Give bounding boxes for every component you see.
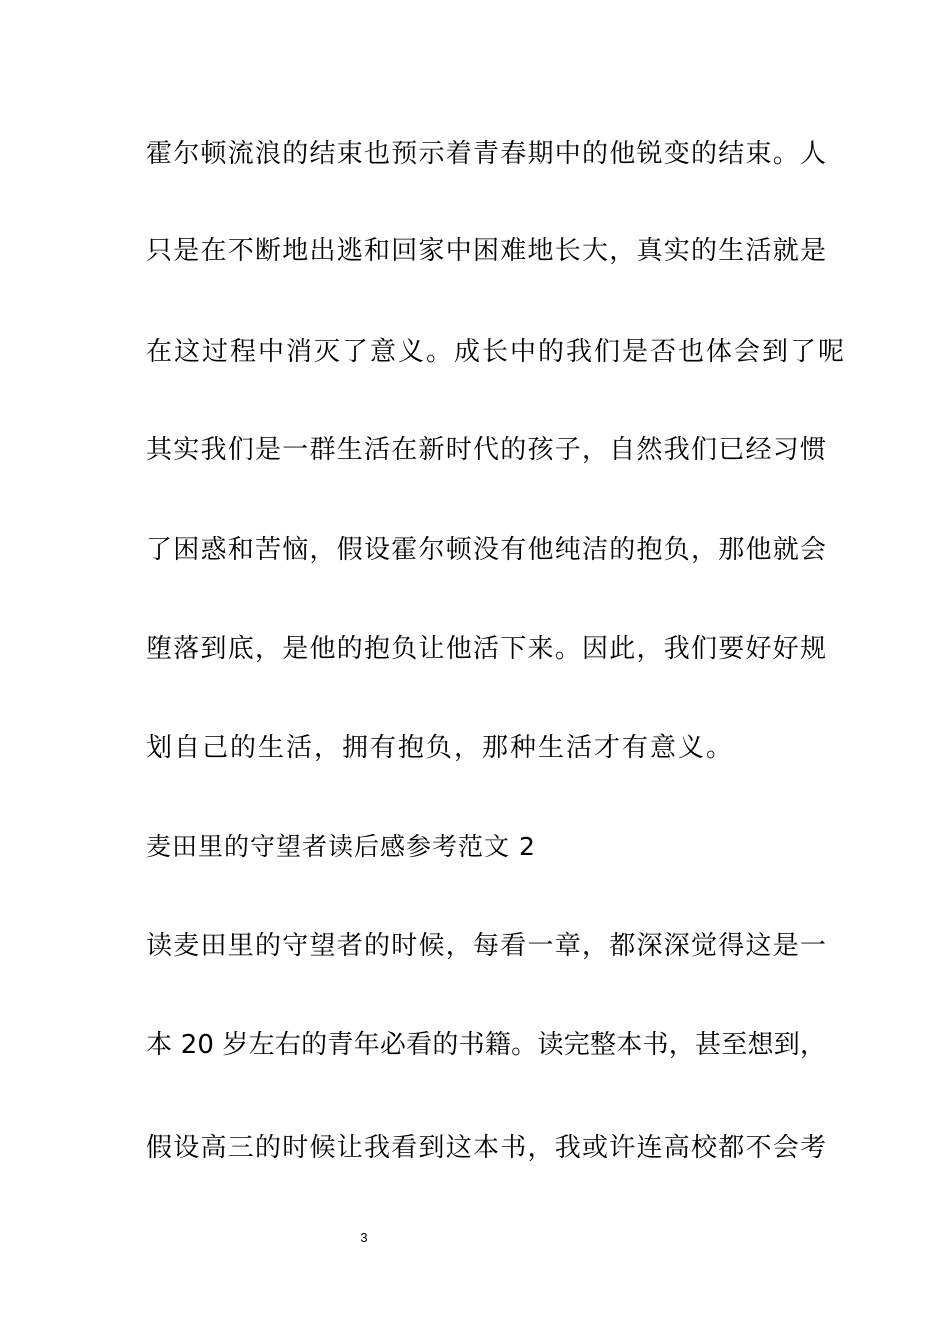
body-text-line: 霍尔顿流浪的结束也预示着青春期中的他锐变的结束。人 (146, 139, 826, 169)
body-text-line: 划自己的生活，拥有抱负，那种生活才有意义。 (146, 733, 735, 763)
body-text-line: 读麦田里的守望者的时候，每看一章，都深深觉得这是一 (146, 931, 826, 961)
body-text-line: 其实我们是一群生活在新时代的孩子，自然我们已经习惯 (146, 435, 826, 465)
body-text-line: 只是在不断地出逃和回家中困难地长大，真实的生活就是 (146, 236, 826, 266)
body-text-line: 在这过程中消灭了意义。成长中的我们是否也体会到了呢 (146, 337, 847, 367)
section-heading: 麦田里的守望者读后感参考范文 2 (146, 832, 536, 861)
body-text-line: 了困惑和苦恼，假设霍尔顿没有他纯洁的抱负，那他就会 (146, 535, 826, 565)
body-text-line: 假设高三的时候让我看到这本书，我或许连高校都不会考 (146, 1133, 826, 1163)
body-text-line: 本 20 岁左右的青年必看的书籍。读完整本书，甚至想到， (146, 1030, 826, 1060)
page-number: 3 (360, 1230, 368, 1245)
body-text-line: 堕落到底，是他的抱负让他活下来。因此，我们要好好规 (146, 634, 826, 664)
